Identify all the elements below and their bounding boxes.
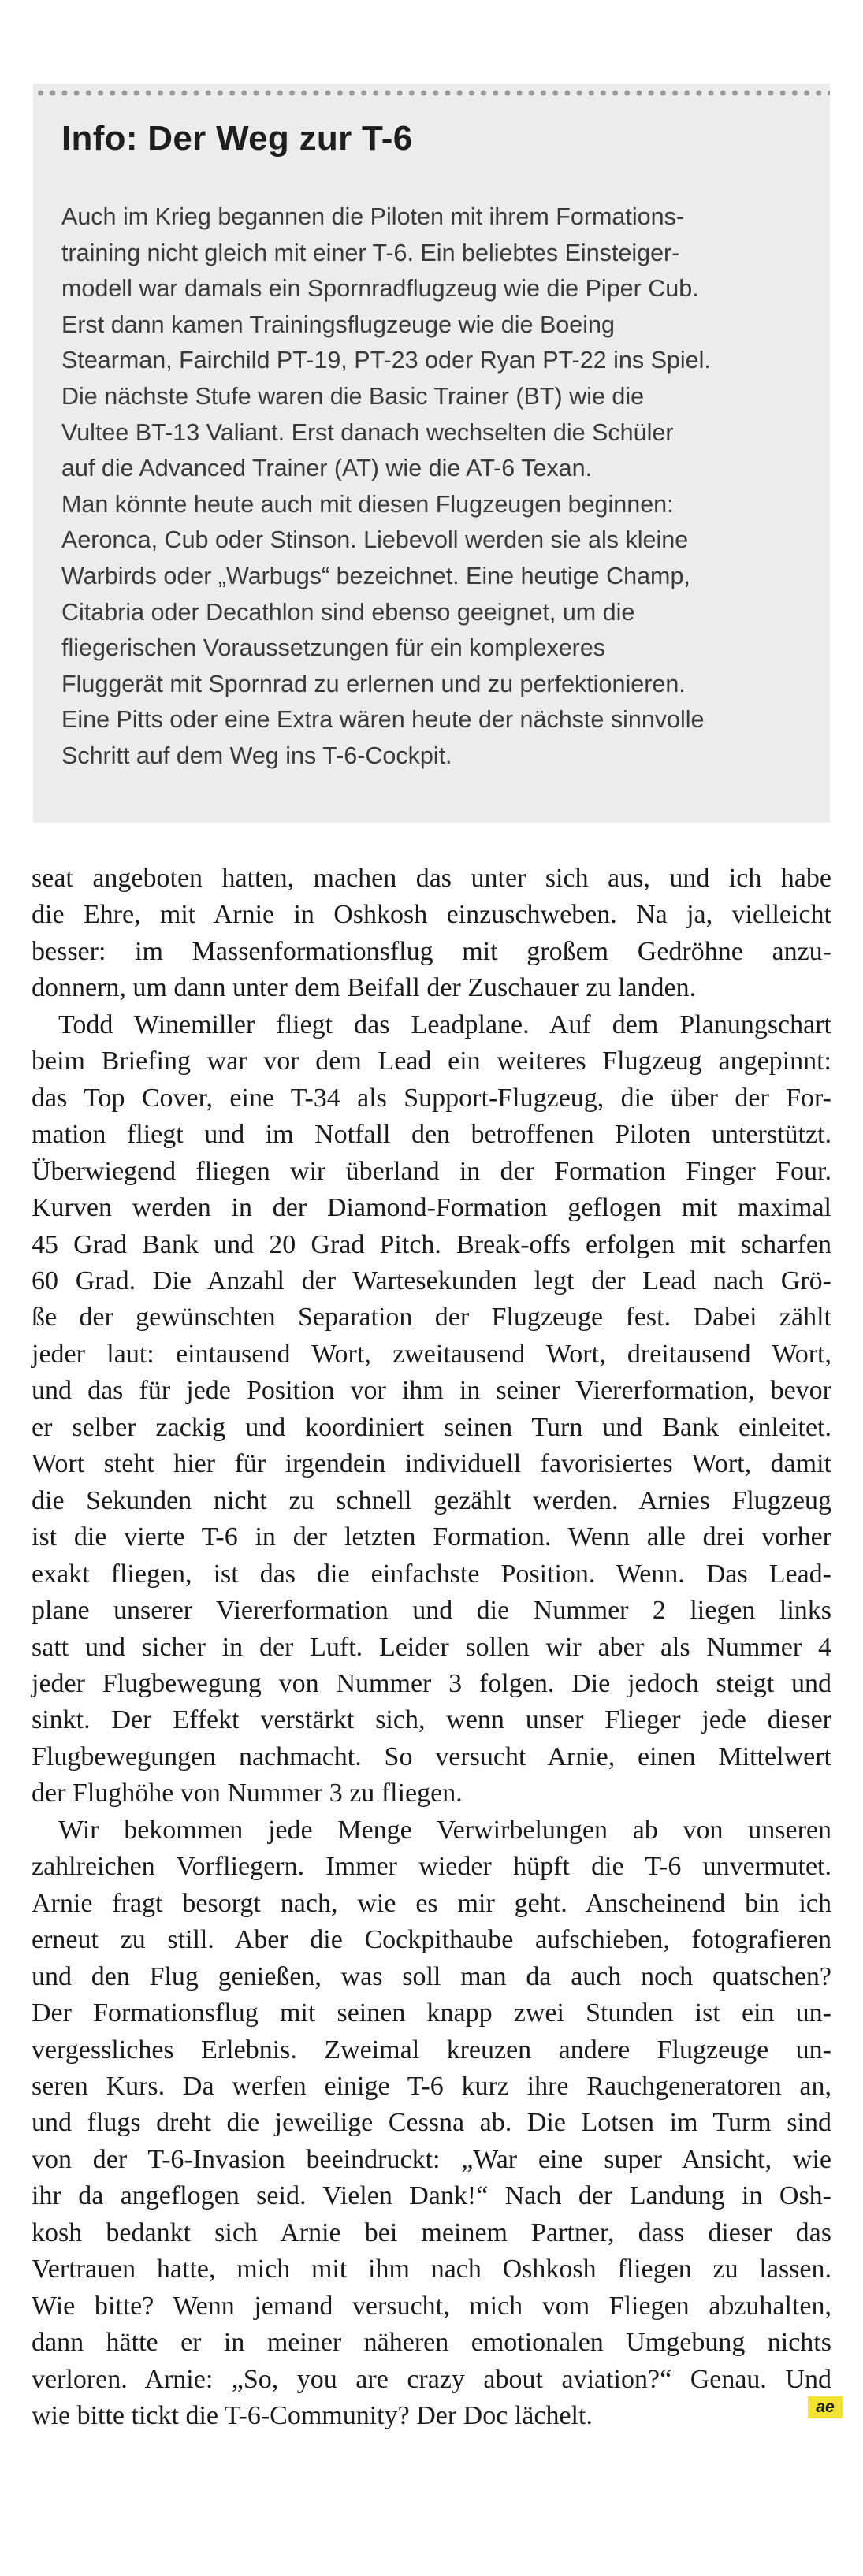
info-box-line: auf die Advanced Trainer (AT) wie die AT-6 Texan. [61,455,593,482]
article-line: verloren. Arnie: „So, you are crazy about aviation?“ Genau. Und [32,2364,831,2394]
article-line: Der Formationsflug mit seinen knapp zwei Stunden ist ein un- [32,1998,831,2028]
dotted-rule [33,88,830,98]
article-line: die Ehre, mit Arnie in Oshkosh einzuschweben. Na ja, vielleicht [32,900,831,930]
article-line: satt und sicher in der Luft. Leider sollen wir aber als Nummer 4 [32,1632,831,1662]
article-line: kosh bedankt sich Arnie bei meinem Partner, dass dieser das [32,2217,831,2247]
info-box-title: Info: Der Weg zur T-6 [61,119,413,158]
article-line: beim Briefing war vor dem Lead ein weiteres Flugzeug angepinnt: [32,1046,831,1076]
info-box-line: Warbirds oder „Warbugs“ bezeichnet. Eine heutige Champ, [61,562,690,589]
article-line: jeder Flugbewegung von Nummer 3 folgen. Die jedoch steigt und [32,1668,831,1698]
article-line: ße der gewünschten Separation der Flugzeuge fest. Dabei zählt [32,1303,831,1333]
article-line: und flugs dreht die jeweilige Cessna ab. Die Lotsen im Turm sind [32,2108,831,2138]
article-line: er selber zackig und koordiniert seinen Turn und Bank einleitet. [32,1412,831,1442]
info-box-line: modell war damals ein Spornradflugzeug wie die Piper Cub. [61,275,699,303]
info-box-line: Vultee BT-13 Valiant. Erst danach wechselten die Schüler [61,418,674,446]
article-line: Wir bekommen jede Menge Verwirbelungen ab von unseren [58,1815,831,1845]
article-line: und das für jede Position vor ihm in seiner Viererformation, bevor [32,1376,831,1406]
info-box-line: Fluggerät mit Spornrad zu erlernen und zu perfektionieren. [61,670,686,697]
article-line: von der T-6-Invasion beeindruckt: „War eine super Ansicht, wie [32,2144,831,2174]
article-line: besser: im Massenformationsflug mit großem Gedröhne anzu- [32,936,831,966]
info-box-line: Citabria oder Decathlon sind ebenso geeignet, um die [61,598,635,626]
article-line: jeder laut: eintausend Wort, zweitausend Wort, dreitausend Wort, [32,1339,831,1369]
article-line: 60 Grad. Die Anzahl der Wartesekunden legt der Lead nach Grö- [32,1266,831,1295]
article-line: wie bitte tickt die T-6-Community? Der Doc lächelt. [32,2401,593,2431]
end-mark-badge: ae [808,2396,843,2418]
article-line: der Flughöhe von Nummer 3 zu fliegen. [32,1779,463,1808]
article-line: Wie bitte? Wenn jemand versucht, mich vom Fliegen abzuhalten, [32,2291,831,2321]
article-line: und den Flug genießen, was soll man da auch noch quatschen? [32,1961,831,1991]
article-line: Wort steht hier für irgendein individuell favorisiertes Wort, damit [32,1449,831,1479]
article-paragraph [32,1812,831,2435]
info-box-line: Eine Pitts oder eine Extra wären heute der nächste sinnvolle [61,706,705,734]
article-line: Kurven werden in der Diamond-Formation geflogen mit maximal [32,1193,831,1223]
article-line: seren Kurs. Da werfen einige T-6 kurz ihre Rauchgeneratoren an, [32,2071,831,2101]
info-box-line: Auch im Krieg begannen die Piloten mit ihrem Formations- [61,203,684,230]
article-line: exakt fliegen, ist das die einfachste Position. Wenn. Das Lead- [32,1559,831,1589]
info-box-body [61,199,810,775]
article-paragraph [32,861,831,1007]
info-box-line: training nicht gleich mit einer T-6. Ein beliebtes Einsteiger- [61,239,680,266]
info-box-line: Die nächste Stufe waren die Basic Trainer (BT) wie die [61,382,645,410]
article-line: ist die vierte T-6 in der letzten Formation. Wenn alle drei vorher [32,1522,831,1552]
article-line: seat angeboten hatten, machen das unter sich aus, und ich habe [32,864,831,893]
article-line: plane unserer Viererformation und die Nummer 2 liegen links [32,1596,831,1626]
article-line: sinkt. Der Effekt verstärkt sich, wenn unser Flieger jede dieser [32,1705,831,1735]
article-line: 45 Grad Bank und 20 Grad Pitch. Break-offs erfolgen mit scharfen [32,1229,831,1259]
info-box-line: Erst dann kamen Trainingsflugzeuge wie die Boeing [61,310,615,338]
article-line: die Sekunden nicht zu schnell gezählt werden. Arnies Flugzeug [32,1485,831,1515]
article-line: vergessliches Erlebnis. Zweimal kreuzen andere Flugzeuge un- [32,2035,831,2065]
article-line: mation fliegt und im Notfall den betroffenen Piloten unterstützt. [32,1120,831,1150]
article-line: dann hätte er in meiner näheren emotionalen Umgebung nichts [32,2328,831,2358]
article-line: Überwiegend fliegen wir überland in der Formation Finger Four. [32,1156,831,1186]
info-box-line: Man könnte heute auch mit diesen Flugzeugen beginnen: [61,490,674,518]
article-body [32,861,831,2434]
article-line: Vertrauen hatte, mich mit ihm nach Oshkosh fliegen zu lassen. [32,2254,831,2284]
article-line: ihr da angeflogen seid. Vielen Dank!“ Nach der Landung in Osh- [32,2181,831,2211]
article-line: Arnie fragt besorgt nach, wie es mir geht. Anscheinend bin ich [32,1888,831,1918]
article-paragraph [32,1007,831,1812]
article-line: zahlreichen Vorfliegern. Immer wieder hüpft die T-6 unvermutet. [32,1852,831,1882]
info-box-line: Schritt auf dem Weg ins T-6-Cockpit. [61,742,452,769]
info-box-line: Aeronca, Cub oder Stinson. Liebevoll werden sie als kleine [61,526,689,554]
article-line: Flugbewegungen nachmacht. So versucht Arnie, einen Mittelwert [32,1741,831,1771]
article-line: erneut zu still. Aber die Cockpithaube aufschieben, fotografieren [32,1925,831,1955]
info-box-line: fliegerischen Voraussetzungen für ein komplexeres [61,634,606,662]
article-line: Todd Winemiller fliegt das Leadplane. Auf dem Planungschart [58,1009,831,1039]
info-box-line: Stearman, Fairchild PT-19, PT-23 oder Ryan PT-22 ins Spiel. [61,347,711,374]
article-line: das Top Cover, eine T-34 als Support-Flugzeug, die über der For- [32,1083,831,1113]
article-line: donnern, um dann unter dem Beifall der Zuschauer zu landen. [32,973,697,1003]
